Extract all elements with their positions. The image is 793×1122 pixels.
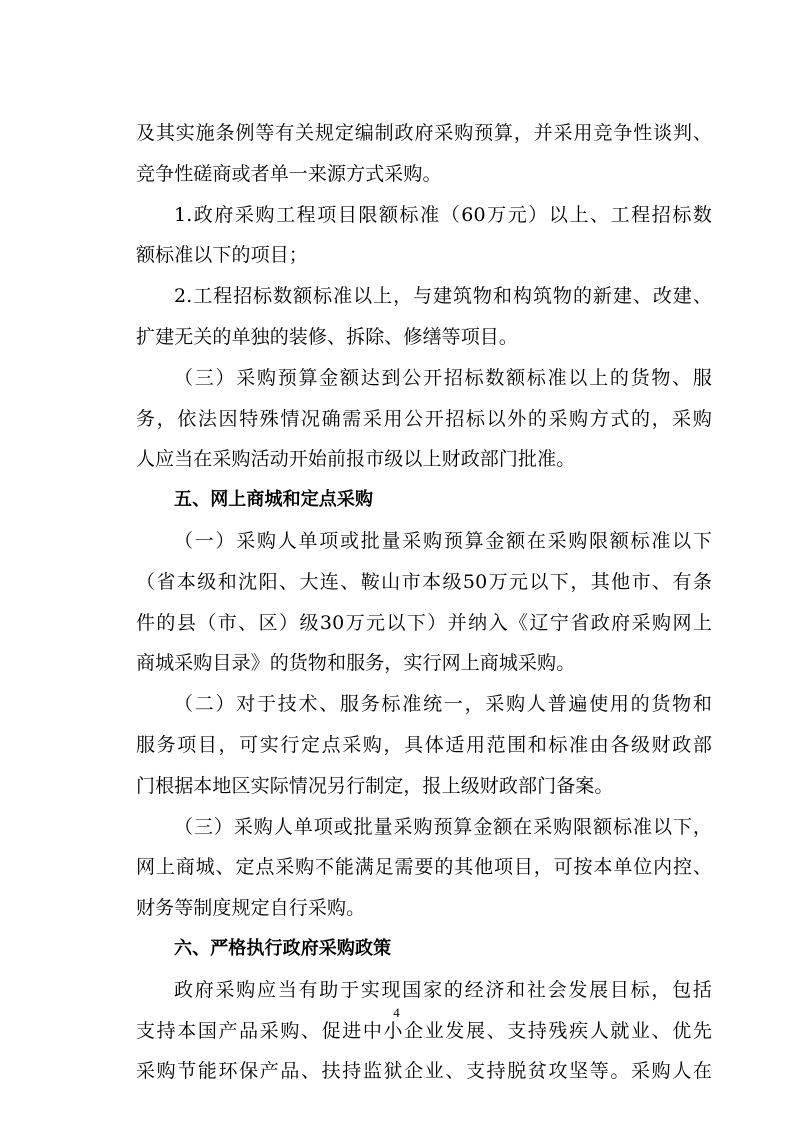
list-item-line: 1.政府采购工程项目限额标准（60万元）以上、工程招标数 [174, 203, 712, 226]
body-line: 竞争性磋商或者单一来源方式采购。 [136, 162, 442, 185]
page-number: 4 [393, 1005, 400, 1020]
document-body [136, 113, 712, 1092]
paragraph-line: 财务等制度规定自行采购。 [136, 897, 366, 920]
body-line: 及其实施条例等有关规定编制政府采购预算，并采用竞争性谈判、 [136, 122, 712, 144]
section-heading: 六、严格执行政府采购政策 [174, 937, 392, 959]
paragraph-line: 门根据本地区实际情况另行制定，报上级财政部门备案。 [136, 774, 614, 797]
list-item-line: 扩建无关的单独的装修、拆除、修缮等项目。 [136, 325, 519, 348]
list-item-line: 额标准以下的项目； [136, 244, 308, 267]
paragraph-line: （省本级和沈阳、大连、鞍山市本级50万元以下，其他市、有条 [136, 570, 712, 593]
paragraph-line: 支持本国产品采购、促进中小企业发展、支持残疾人就业、优先 [136, 1019, 712, 1042]
paragraph-line: 商城采购目录》的货物和服务，实行网上商城采购。 [136, 652, 576, 675]
paragraph-line: 服务项目，可实行定点采购，具体适用范围和标准由各级财政部 [136, 733, 712, 756]
section-heading: 五、网上商城和定点采购 [174, 489, 374, 511]
paragraph-line: 务，依法因特殊情况确需采用公开招标以外的采购方式的，采购 [136, 407, 712, 430]
paragraph-line: （三）采购预算金额达到公开招标数额标准以上的货物、服 [174, 366, 712, 389]
paragraph-line: （二）对于技术、服务标准统一，采购人普遍使用的货物和 [174, 693, 712, 716]
paragraph-line: 网上商城、定点采购不能满足需要的其他项目，可按本单位内控、 [136, 856, 712, 879]
paragraph-line: 采购节能环保产品、扶持监狱企业、支持脱贫攻坚等。采购人在 [136, 1060, 712, 1083]
paragraph-line: 件的县（市、区）级30万元以下）并纳入《辽宁省政府采购网上 [136, 611, 712, 634]
list-item-line: 2.工程招标数额标准以上，与建筑物和构筑物的新建、改建、 [174, 285, 712, 308]
paragraph-line: 政府采购应当有助于实现国家的经济和社会发展目标，包括 [174, 978, 712, 1001]
paragraph-line: （一）采购人单项或批量采购预算金额在采购限额标准以下 [174, 529, 712, 552]
paragraph-line: （三）采购人单项或批量采购预算金额在采购限额标准以下， [174, 815, 712, 838]
paragraph-line: 人应当在采购活动开始前报市级以上财政部门批准。 [136, 448, 576, 471]
